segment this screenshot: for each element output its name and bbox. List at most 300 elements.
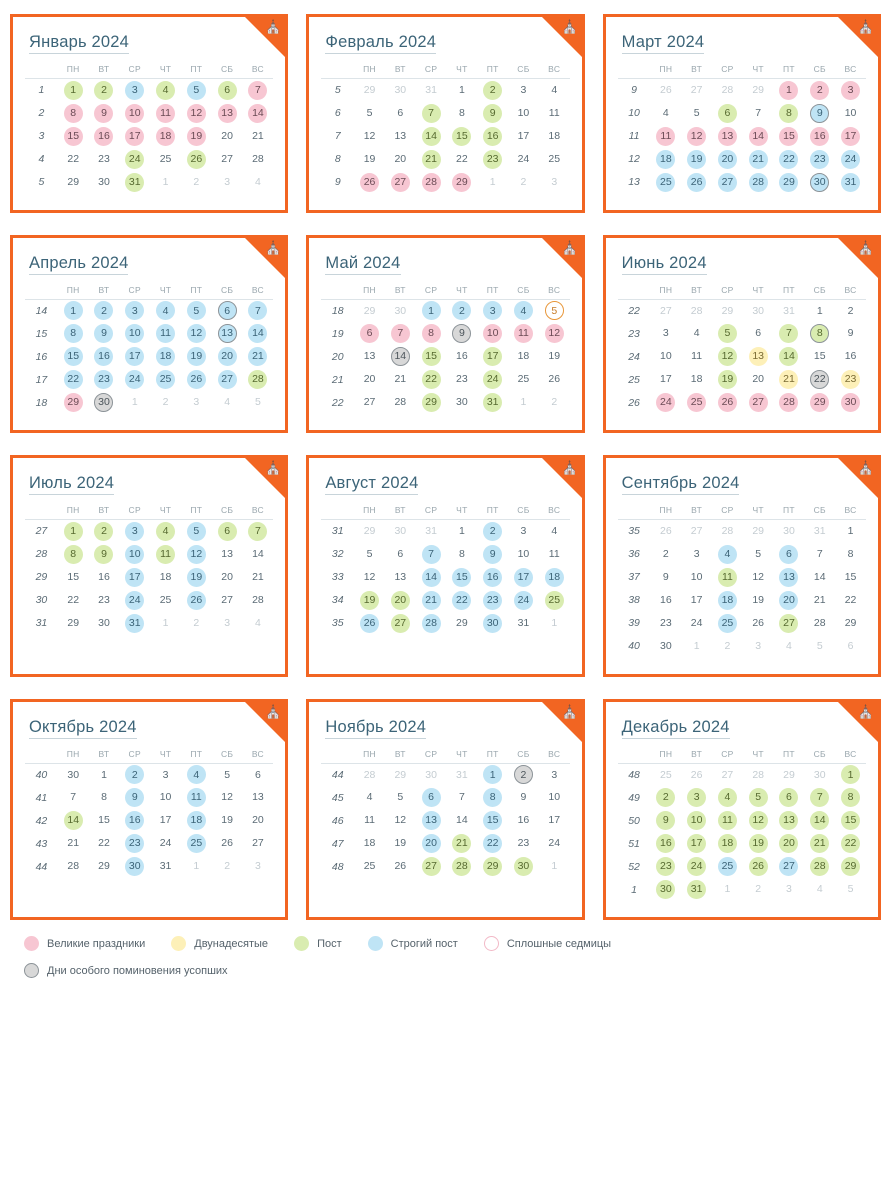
day-cell[interactable] <box>477 79 508 102</box>
day-cell[interactable] <box>743 832 774 855</box>
day-cell[interactable] <box>89 809 120 832</box>
day-cell[interactable] <box>508 125 539 148</box>
day-cell[interactable] <box>804 855 835 878</box>
day-cell[interactable] <box>508 102 539 125</box>
day-cell[interactable] <box>681 322 712 345</box>
day-cell[interactable] <box>89 589 120 612</box>
day-cell[interactable] <box>835 543 866 566</box>
day-cell[interactable] <box>774 589 805 612</box>
day-cell[interactable] <box>89 391 120 414</box>
day-cell[interactable] <box>681 543 712 566</box>
day-cell[interactable] <box>446 345 477 368</box>
day-cell[interactable] <box>804 612 835 635</box>
day-cell[interactable] <box>804 520 835 543</box>
day-cell[interactable] <box>385 786 416 809</box>
day-cell[interactable] <box>354 855 385 878</box>
day-cell[interactable] <box>804 786 835 809</box>
day-cell[interactable] <box>681 878 712 901</box>
day-cell[interactable] <box>650 368 681 391</box>
day-cell[interactable] <box>804 345 835 368</box>
day-cell[interactable] <box>89 148 120 171</box>
day-cell[interactable] <box>181 566 212 589</box>
day-cell[interactable] <box>477 125 508 148</box>
day-cell[interactable] <box>212 809 243 832</box>
day-cell[interactable] <box>89 102 120 125</box>
day-cell[interactable] <box>385 125 416 148</box>
day-cell[interactable] <box>58 391 89 414</box>
day-cell[interactable] <box>243 786 274 809</box>
day-cell[interactable] <box>150 79 181 102</box>
day-cell[interactable] <box>681 368 712 391</box>
day-cell[interactable] <box>681 566 712 589</box>
day-cell[interactable] <box>119 125 150 148</box>
day-cell[interactable] <box>835 520 866 543</box>
day-cell[interactable] <box>774 171 805 194</box>
day-cell[interactable] <box>712 589 743 612</box>
day-cell[interactable] <box>835 809 866 832</box>
day-cell[interactable] <box>243 520 274 543</box>
day-cell[interactable] <box>712 543 743 566</box>
day-cell[interactable] <box>835 855 866 878</box>
day-cell[interactable] <box>243 809 274 832</box>
day-cell[interactable] <box>477 786 508 809</box>
day-cell[interactable] <box>804 102 835 125</box>
day-cell[interactable] <box>212 589 243 612</box>
day-cell[interactable] <box>681 171 712 194</box>
day-cell[interactable] <box>743 635 774 658</box>
day-cell[interactable] <box>416 832 447 855</box>
day-cell[interactable] <box>477 855 508 878</box>
day-cell[interactable] <box>385 391 416 414</box>
day-cell[interactable] <box>539 786 570 809</box>
day-cell[interactable] <box>446 809 477 832</box>
day-cell[interactable] <box>804 368 835 391</box>
day-cell[interactable] <box>181 832 212 855</box>
day-cell[interactable] <box>743 612 774 635</box>
day-cell[interactable] <box>446 855 477 878</box>
day-cell[interactable] <box>539 345 570 368</box>
day-cell[interactable] <box>743 79 774 102</box>
day-cell[interactable] <box>212 345 243 368</box>
day-cell[interactable] <box>650 322 681 345</box>
day-cell[interactable] <box>354 589 385 612</box>
day-cell[interactable] <box>712 368 743 391</box>
day-cell[interactable] <box>416 299 447 322</box>
day-cell[interactable] <box>712 763 743 786</box>
day-cell[interactable] <box>508 763 539 786</box>
day-cell[interactable] <box>650 299 681 322</box>
day-cell[interactable] <box>446 612 477 635</box>
day-cell[interactable] <box>477 391 508 414</box>
day-cell[interactable] <box>119 832 150 855</box>
day-cell[interactable] <box>743 368 774 391</box>
day-cell[interactable] <box>150 589 181 612</box>
day-cell[interactable] <box>385 79 416 102</box>
day-cell[interactable] <box>835 786 866 809</box>
day-cell[interactable] <box>150 322 181 345</box>
day-cell[interactable] <box>354 79 385 102</box>
day-cell[interactable] <box>243 566 274 589</box>
day-cell[interactable] <box>508 345 539 368</box>
day-cell[interactable] <box>150 125 181 148</box>
day-cell[interactable] <box>212 79 243 102</box>
day-cell[interactable] <box>58 79 89 102</box>
day-cell[interactable] <box>212 855 243 878</box>
day-cell[interactable] <box>712 79 743 102</box>
day-cell[interactable] <box>681 148 712 171</box>
day-cell[interactable] <box>58 299 89 322</box>
day-cell[interactable] <box>774 520 805 543</box>
day-cell[interactable] <box>477 832 508 855</box>
day-cell[interactable] <box>181 786 212 809</box>
day-cell[interactable] <box>804 635 835 658</box>
day-cell[interactable] <box>650 635 681 658</box>
day-cell[interactable] <box>243 102 274 125</box>
day-cell[interactable] <box>712 878 743 901</box>
day-cell[interactable] <box>181 171 212 194</box>
day-cell[interactable] <box>804 543 835 566</box>
day-cell[interactable] <box>416 102 447 125</box>
day-cell[interactable] <box>58 786 89 809</box>
day-cell[interactable] <box>58 322 89 345</box>
day-cell[interactable] <box>477 102 508 125</box>
day-cell[interactable] <box>835 832 866 855</box>
day-cell[interactable] <box>681 855 712 878</box>
day-cell[interactable] <box>243 368 274 391</box>
day-cell[interactable] <box>89 125 120 148</box>
day-cell[interactable] <box>681 125 712 148</box>
day-cell[interactable] <box>508 612 539 635</box>
day-cell[interactable] <box>58 612 89 635</box>
day-cell[interactable] <box>150 566 181 589</box>
day-cell[interactable] <box>650 102 681 125</box>
day-cell[interactable] <box>212 763 243 786</box>
day-cell[interactable] <box>354 786 385 809</box>
day-cell[interactable] <box>712 125 743 148</box>
day-cell[interactable] <box>150 832 181 855</box>
day-cell[interactable] <box>743 763 774 786</box>
day-cell[interactable] <box>508 589 539 612</box>
day-cell[interactable] <box>477 589 508 612</box>
day-cell[interactable] <box>774 809 805 832</box>
day-cell[interactable] <box>385 763 416 786</box>
day-cell[interactable] <box>212 299 243 322</box>
day-cell[interactable] <box>150 171 181 194</box>
day-cell[interactable] <box>774 566 805 589</box>
day-cell[interactable] <box>58 171 89 194</box>
day-cell[interactable] <box>835 878 866 901</box>
day-cell[interactable] <box>212 612 243 635</box>
day-cell[interactable] <box>681 635 712 658</box>
day-cell[interactable] <box>650 148 681 171</box>
day-cell[interactable] <box>804 809 835 832</box>
day-cell[interactable] <box>385 520 416 543</box>
day-cell[interactable] <box>385 345 416 368</box>
day-cell[interactable] <box>89 171 120 194</box>
day-cell[interactable] <box>446 125 477 148</box>
day-cell[interactable] <box>354 322 385 345</box>
day-cell[interactable] <box>181 763 212 786</box>
day-cell[interactable] <box>508 391 539 414</box>
day-cell[interactable] <box>835 171 866 194</box>
day-cell[interactable] <box>743 520 774 543</box>
day-cell[interactable] <box>416 125 447 148</box>
day-cell[interactable] <box>416 543 447 566</box>
day-cell[interactable] <box>835 612 866 635</box>
day-cell[interactable] <box>508 786 539 809</box>
day-cell[interactable] <box>89 79 120 102</box>
day-cell[interactable] <box>446 102 477 125</box>
day-cell[interactable] <box>58 763 89 786</box>
day-cell[interactable] <box>150 520 181 543</box>
day-cell[interactable] <box>212 102 243 125</box>
day-cell[interactable] <box>385 171 416 194</box>
day-cell[interactable] <box>119 612 150 635</box>
day-cell[interactable] <box>508 832 539 855</box>
day-cell[interactable] <box>354 125 385 148</box>
day-cell[interactable] <box>681 345 712 368</box>
day-cell[interactable] <box>416 322 447 345</box>
day-cell[interactable] <box>354 345 385 368</box>
day-cell[interactable] <box>181 391 212 414</box>
day-cell[interactable] <box>477 543 508 566</box>
day-cell[interactable] <box>835 566 866 589</box>
day-cell[interactable] <box>58 809 89 832</box>
day-cell[interactable] <box>477 809 508 832</box>
day-cell[interactable] <box>681 832 712 855</box>
day-cell[interactable] <box>804 322 835 345</box>
day-cell[interactable] <box>774 763 805 786</box>
day-cell[interactable] <box>385 612 416 635</box>
day-cell[interactable] <box>243 79 274 102</box>
day-cell[interactable] <box>385 148 416 171</box>
day-cell[interactable] <box>243 322 274 345</box>
day-cell[interactable] <box>119 543 150 566</box>
day-cell[interactable] <box>89 299 120 322</box>
day-cell[interactable] <box>681 763 712 786</box>
day-cell[interactable] <box>774 148 805 171</box>
day-cell[interactable] <box>650 832 681 855</box>
day-cell[interactable] <box>385 543 416 566</box>
day-cell[interactable] <box>743 589 774 612</box>
day-cell[interactable] <box>681 520 712 543</box>
day-cell[interactable] <box>650 809 681 832</box>
day-cell[interactable] <box>89 322 120 345</box>
day-cell[interactable] <box>743 809 774 832</box>
day-cell[interactable] <box>774 299 805 322</box>
day-cell[interactable] <box>119 391 150 414</box>
day-cell[interactable] <box>804 299 835 322</box>
day-cell[interactable] <box>712 345 743 368</box>
day-cell[interactable] <box>243 543 274 566</box>
day-cell[interactable] <box>650 79 681 102</box>
day-cell[interactable] <box>774 368 805 391</box>
day-cell[interactable] <box>89 566 120 589</box>
day-cell[interactable] <box>354 520 385 543</box>
day-cell[interactable] <box>446 589 477 612</box>
day-cell[interactable] <box>712 299 743 322</box>
day-cell[interactable] <box>119 345 150 368</box>
day-cell[interactable] <box>835 125 866 148</box>
day-cell[interactable] <box>243 345 274 368</box>
day-cell[interactable] <box>681 391 712 414</box>
day-cell[interactable] <box>539 79 570 102</box>
day-cell[interactable] <box>446 79 477 102</box>
day-cell[interactable] <box>712 612 743 635</box>
day-cell[interactable] <box>150 102 181 125</box>
day-cell[interactable] <box>119 368 150 391</box>
day-cell[interactable] <box>119 299 150 322</box>
day-cell[interactable] <box>150 148 181 171</box>
day-cell[interactable] <box>774 832 805 855</box>
day-cell[interactable] <box>539 763 570 786</box>
day-cell[interactable] <box>385 102 416 125</box>
day-cell[interactable] <box>774 79 805 102</box>
day-cell[interactable] <box>446 148 477 171</box>
day-cell[interactable] <box>119 148 150 171</box>
day-cell[interactable] <box>119 809 150 832</box>
day-cell[interactable] <box>416 345 447 368</box>
day-cell[interactable] <box>150 763 181 786</box>
day-cell[interactable] <box>446 763 477 786</box>
day-cell[interactable] <box>835 589 866 612</box>
day-cell[interactable] <box>58 345 89 368</box>
day-cell[interactable] <box>835 763 866 786</box>
day-cell[interactable] <box>508 148 539 171</box>
day-cell[interactable] <box>712 171 743 194</box>
day-cell[interactable] <box>477 763 508 786</box>
day-cell[interactable] <box>89 763 120 786</box>
day-cell[interactable] <box>385 809 416 832</box>
day-cell[interactable] <box>181 589 212 612</box>
day-cell[interactable] <box>89 832 120 855</box>
day-cell[interactable] <box>835 345 866 368</box>
day-cell[interactable] <box>243 391 274 414</box>
day-cell[interactable] <box>212 391 243 414</box>
day-cell[interactable] <box>539 322 570 345</box>
day-cell[interactable] <box>774 125 805 148</box>
day-cell[interactable] <box>539 391 570 414</box>
day-cell[interactable] <box>681 299 712 322</box>
day-cell[interactable] <box>243 125 274 148</box>
day-cell[interactable] <box>650 125 681 148</box>
day-cell[interactable] <box>508 322 539 345</box>
day-cell[interactable] <box>385 855 416 878</box>
day-cell[interactable] <box>477 322 508 345</box>
day-cell[interactable] <box>712 786 743 809</box>
day-cell[interactable] <box>712 566 743 589</box>
day-cell[interactable] <box>212 368 243 391</box>
day-cell[interactable] <box>835 148 866 171</box>
day-cell[interactable] <box>416 566 447 589</box>
day-cell[interactable] <box>539 566 570 589</box>
day-cell[interactable] <box>212 566 243 589</box>
day-cell[interactable] <box>804 125 835 148</box>
day-cell[interactable] <box>89 786 120 809</box>
day-cell[interactable] <box>89 345 120 368</box>
day-cell[interactable] <box>835 391 866 414</box>
day-cell[interactable] <box>650 878 681 901</box>
day-cell[interactable] <box>243 148 274 171</box>
day-cell[interactable] <box>804 763 835 786</box>
day-cell[interactable] <box>804 148 835 171</box>
day-cell[interactable] <box>774 391 805 414</box>
day-cell[interactable] <box>681 809 712 832</box>
day-cell[interactable] <box>774 878 805 901</box>
day-cell[interactable] <box>446 520 477 543</box>
day-cell[interactable] <box>650 786 681 809</box>
day-cell[interactable] <box>354 368 385 391</box>
day-cell[interactable] <box>446 368 477 391</box>
day-cell[interactable] <box>119 855 150 878</box>
day-cell[interactable] <box>477 520 508 543</box>
day-cell[interactable] <box>774 855 805 878</box>
day-cell[interactable] <box>385 322 416 345</box>
day-cell[interactable] <box>743 345 774 368</box>
day-cell[interactable] <box>119 102 150 125</box>
day-cell[interactable] <box>539 543 570 566</box>
day-cell[interactable] <box>89 520 120 543</box>
day-cell[interactable] <box>712 855 743 878</box>
day-cell[interactable] <box>835 368 866 391</box>
day-cell[interactable] <box>774 345 805 368</box>
day-cell[interactable] <box>119 763 150 786</box>
day-cell[interactable] <box>743 391 774 414</box>
day-cell[interactable] <box>804 171 835 194</box>
day-cell[interactable] <box>650 543 681 566</box>
day-cell[interactable] <box>385 589 416 612</box>
day-cell[interactable] <box>181 148 212 171</box>
day-cell[interactable] <box>446 322 477 345</box>
day-cell[interactable] <box>89 612 120 635</box>
day-cell[interactable] <box>212 322 243 345</box>
day-cell[interactable] <box>416 391 447 414</box>
day-cell[interactable] <box>416 520 447 543</box>
day-cell[interactable] <box>446 566 477 589</box>
day-cell[interactable] <box>774 635 805 658</box>
day-cell[interactable] <box>743 102 774 125</box>
day-cell[interactable] <box>150 855 181 878</box>
day-cell[interactable] <box>477 345 508 368</box>
day-cell[interactable] <box>416 148 447 171</box>
day-cell[interactable] <box>181 299 212 322</box>
day-cell[interactable] <box>58 368 89 391</box>
day-cell[interactable] <box>416 589 447 612</box>
day-cell[interactable] <box>774 612 805 635</box>
day-cell[interactable] <box>743 148 774 171</box>
day-cell[interactable] <box>508 79 539 102</box>
day-cell[interactable] <box>743 171 774 194</box>
day-cell[interactable] <box>650 391 681 414</box>
day-cell[interactable] <box>446 391 477 414</box>
day-cell[interactable] <box>835 102 866 125</box>
day-cell[interactable] <box>119 79 150 102</box>
day-cell[interactable] <box>743 125 774 148</box>
day-cell[interactable] <box>681 102 712 125</box>
day-cell[interactable] <box>58 589 89 612</box>
day-cell[interactable] <box>508 855 539 878</box>
day-cell[interactable] <box>743 566 774 589</box>
day-cell[interactable] <box>835 299 866 322</box>
day-cell[interactable] <box>181 855 212 878</box>
day-cell[interactable] <box>539 520 570 543</box>
day-cell[interactable] <box>539 102 570 125</box>
day-cell[interactable] <box>650 589 681 612</box>
day-cell[interactable] <box>150 345 181 368</box>
day-cell[interactable] <box>539 612 570 635</box>
day-cell[interactable] <box>539 171 570 194</box>
day-cell[interactable] <box>539 299 570 322</box>
